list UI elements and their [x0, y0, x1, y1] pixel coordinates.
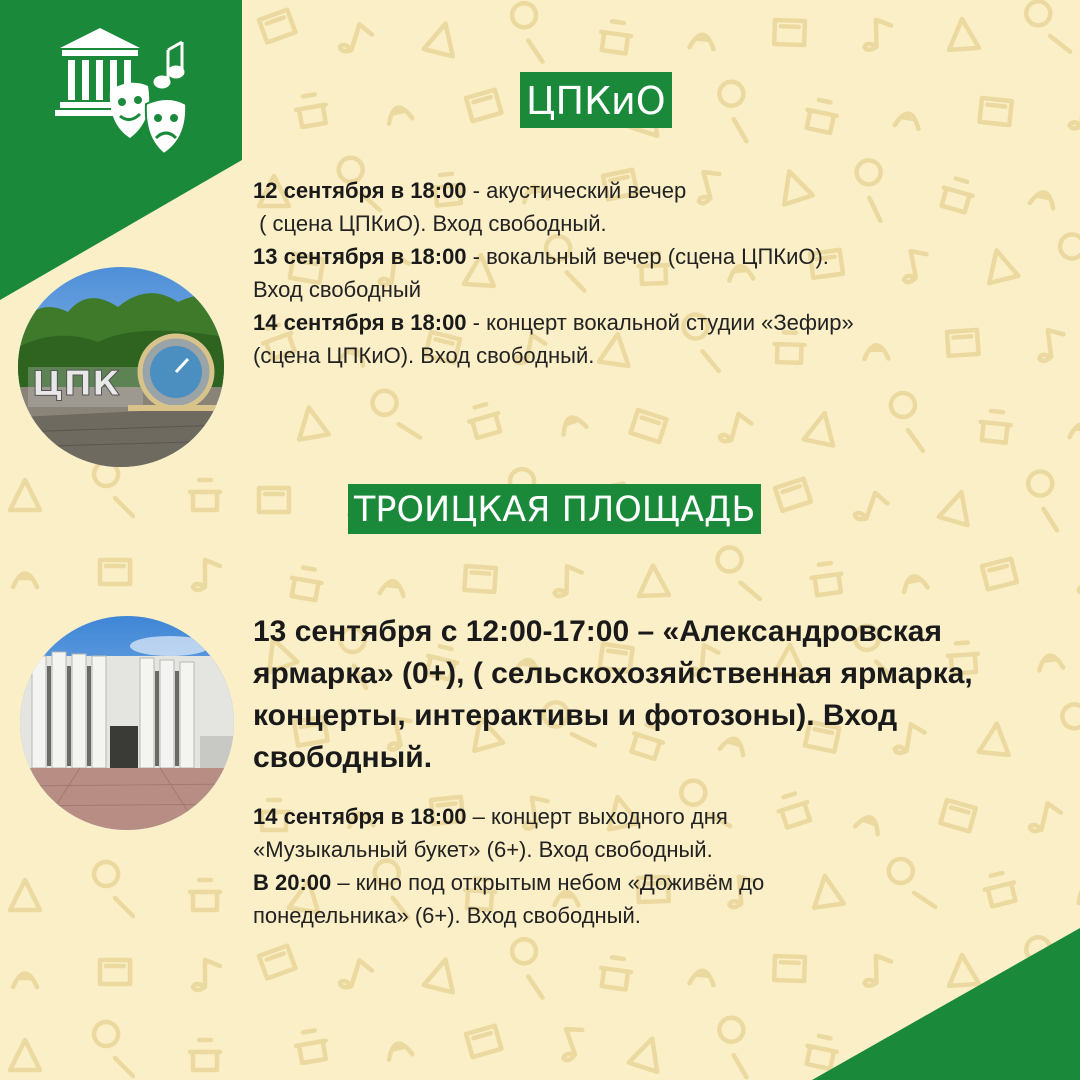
event-item: [253, 240, 1053, 273]
park-photo: [18, 267, 224, 467]
event-item-continued: «Музыкальный букет» (6+). Вход свободный.: [253, 837, 713, 862]
event-date: 12 сентября в 18:00: [253, 178, 467, 203]
event-list-troitskaya: [253, 800, 1013, 932]
event-list-cpkio: [253, 174, 1053, 372]
theater-masks-icon: [110, 83, 186, 154]
event-date: В 20:00: [253, 870, 332, 895]
section-title-cpkio: ЦПКиО: [520, 72, 672, 128]
event-date: 14 сентября в 18:00: [253, 804, 467, 829]
event-item-continued: Вход свободный: [253, 277, 421, 302]
event-item: [253, 174, 1053, 207]
event-item-continued: ( сцена ЦПКиО). Вход свободный.: [253, 211, 607, 236]
fair-highlight-text: 13 сентября с 12:00-17:00 – «Александровская ярмарка» (0+), ( сельскохозяйственная ярмарка, концерты, интерактивы и фотозоны). Вход свободный.: [253, 615, 973, 774]
event-item-continued: (сцена ЦПКиО). Вход свободный.: [253, 343, 595, 368]
building-photo: [20, 616, 234, 830]
event-description: - концерт вокальной студии «Зефир»: [466, 310, 854, 335]
event-item: [253, 800, 1013, 833]
event-item-continued: понедельника» (6+). Вход свободный.: [253, 903, 641, 928]
event-description: - акустический вечер: [466, 178, 687, 203]
event-description: - вокальный вечер (сцена ЦПКиО).: [466, 244, 829, 269]
event-description: – концерт выходного дня: [466, 804, 728, 829]
music-note-icon: [155, 42, 183, 87]
event-date: 14 сентября в 18:00: [253, 310, 467, 335]
event-item: [253, 306, 1053, 339]
svg-text:ЦПК: ЦПК: [32, 364, 120, 404]
event-date: 13 сентября в 18:00: [253, 244, 467, 269]
culture-logo-icon: [50, 20, 210, 160]
event-item: [253, 866, 1013, 899]
section-title-troitskaya-square: ТРОИЦКАЯ ПЛОЩАДЬ: [348, 484, 761, 534]
event-description: – кино под открытым небом «Доживём до: [331, 870, 765, 895]
